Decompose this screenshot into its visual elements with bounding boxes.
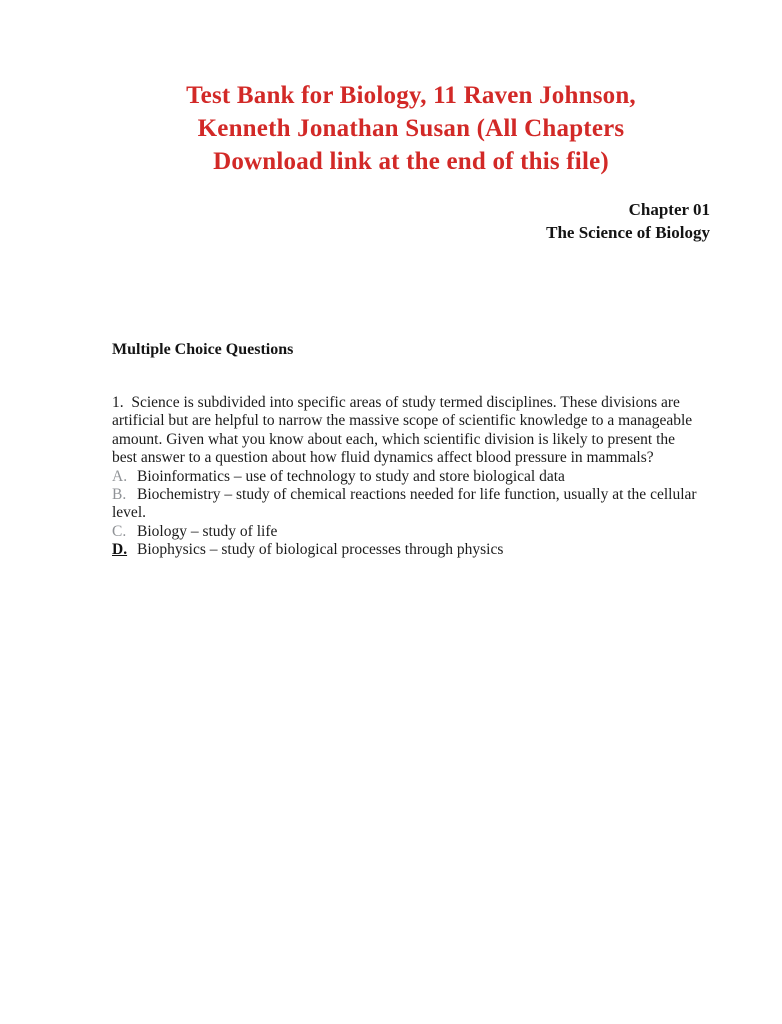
option-a-letter: A. [112,467,128,485]
document-title-line-3: Download link at the end of this file) [213,148,609,175]
option-b-continuation: level. [112,504,146,522]
option-a [112,468,710,486]
option-b [112,486,710,504]
question-1 [112,394,710,560]
option-c-text: Biology – study of life [137,522,278,540]
question-text-line-3: amount. Given what you know about each, which scientific division is likely to present the [112,430,676,448]
option-c-letter: C. [112,522,127,540]
option-d [112,541,710,559]
question-text-line-1: 1. Science is subdivided into specific areas of study termed disciplines. These divisions are [112,394,680,411]
question-text-line-4: best answer to a question about how fluid dynamics affect blood pressure in mammals? [112,449,654,467]
chapter-name: The Science of Biology [546,223,710,242]
document-title [112,79,710,178]
page-content [0,79,782,560]
document-title-line-2: Kenneth Jonathan Susan (All Chapters [197,115,625,142]
document-title-line-1: Test Bank for Biology, 11 Raven Johnson, [186,82,636,109]
option-d-letter: D. [112,541,128,559]
option-b-text: Biochemistry – study of chemical reactions needed for life function, usually at the cellular [137,486,697,504]
section-heading: Multiple Choice Questions [112,341,294,358]
chapter-number: Chapter 01 [628,200,710,219]
option-b-letter: B. [112,486,127,504]
option-c [112,523,710,541]
chapter-heading [112,198,710,244]
option-a-text: Bioinformatics – use of technology to study and store biological data [137,467,565,485]
option-d-text: Biophysics – study of biological processes through physics [137,541,504,559]
question-text-line-2: artificial but are helpful to narrow the massive scope of scientific knowledge to a manageable [112,412,693,430]
